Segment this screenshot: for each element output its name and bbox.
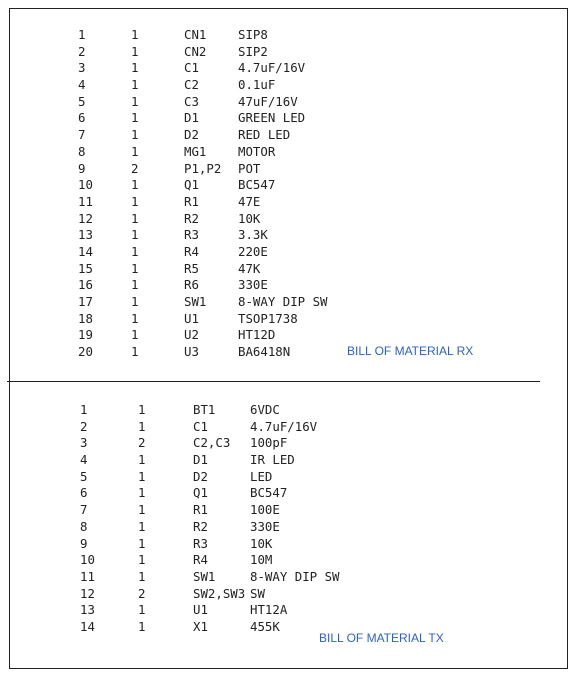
part-value: 4.7uF/16V: [238, 60, 306, 76]
part-value: 10M: [250, 552, 273, 568]
item-number: 1: [80, 402, 88, 417]
part-value: RED LED: [238, 127, 291, 143]
item-number: 7: [78, 127, 86, 143]
item-number: 10: [78, 177, 93, 193]
reference: U1: [193, 602, 208, 618]
reference: D2: [184, 127, 199, 143]
quantity: 1: [138, 418, 146, 434]
reference: P1,P2: [184, 160, 222, 176]
rx-bom-title: BILL OF MATERIAL RX: [347, 344, 474, 358]
reference: SW1: [184, 294, 207, 309]
quantity: 1: [131, 43, 139, 59]
quantity: 1: [131, 77, 139, 93]
reference: D1: [184, 110, 199, 126]
part-value: IR LED: [250, 452, 295, 468]
part-value: 100E: [250, 502, 280, 518]
part-value: MOTOR: [238, 143, 276, 159]
part-value: SIP8: [238, 27, 268, 42]
item-number: 7: [80, 502, 88, 518]
item-number: 11: [78, 193, 93, 209]
quantity: 2: [131, 160, 139, 176]
part-value: 100pF: [250, 435, 288, 451]
part-value: 8-WAY DIP SW: [238, 294, 328, 309]
reference: CN1: [184, 27, 207, 42]
quantity: 1: [131, 243, 139, 259]
quantity: 1: [138, 618, 146, 634]
quantity: 1: [138, 485, 146, 501]
item-number: 9: [78, 160, 86, 176]
item-number: 13: [80, 602, 95, 618]
item-number: 10: [80, 552, 95, 568]
reference: D1: [193, 452, 208, 468]
quantity: 1: [131, 127, 139, 143]
reference: C2,C3: [193, 435, 231, 451]
item-number: 12: [78, 210, 93, 226]
reference: SW2,SW3: [193, 585, 246, 601]
reference: Q1: [193, 485, 208, 501]
tx-bom-title: BILL OF MATERIAL TX: [319, 631, 444, 645]
quantity: 1: [131, 310, 139, 326]
item-number: 5: [78, 93, 86, 109]
reference: R6: [184, 277, 199, 293]
item-number: 3: [78, 60, 86, 76]
part-value: 6VDC: [250, 402, 280, 417]
reference: U1: [184, 310, 199, 326]
item-number: 20: [78, 344, 93, 360]
reference: U2: [184, 327, 199, 343]
part-value: 10K: [238, 210, 261, 226]
quantity: 1: [131, 260, 139, 276]
item-number: 4: [78, 77, 86, 93]
quantity: 1: [131, 177, 139, 193]
item-number: 14: [78, 243, 93, 259]
part-value: 10K: [250, 535, 273, 551]
quantity: 1: [131, 294, 139, 309]
quantity: 1: [131, 143, 139, 159]
quantity: 1: [131, 60, 139, 76]
reference: R4: [184, 243, 199, 259]
part-value: HT12D: [238, 327, 276, 343]
item-number: 2: [78, 43, 86, 59]
quantity: 1: [131, 327, 139, 343]
reference: R1: [184, 193, 199, 209]
reference: BT1: [193, 402, 216, 417]
quantity: 1: [131, 277, 139, 293]
reference: CN2: [184, 43, 207, 59]
section-divider: [7, 381, 540, 382]
quantity: 1: [131, 227, 139, 243]
part-value: 455K: [250, 618, 280, 634]
reference: R4: [193, 552, 208, 568]
quantity: 1: [138, 535, 146, 551]
reference: X1: [193, 618, 208, 634]
reference: D2: [193, 468, 208, 484]
quantity: 2: [138, 435, 146, 451]
item-number: 6: [78, 110, 86, 126]
reference: R2: [193, 518, 208, 534]
reference: R3: [193, 535, 208, 551]
quantity: 1: [138, 452, 146, 468]
quantity: 1: [131, 193, 139, 209]
quantity: 1: [131, 27, 139, 42]
item-number: 13: [78, 227, 93, 243]
part-value: BA6418N: [238, 344, 291, 360]
item-number: 19: [78, 327, 93, 343]
reference: C3: [184, 93, 199, 109]
part-value: POT: [238, 160, 261, 176]
reference: C1: [193, 418, 208, 434]
item-number: 1: [78, 27, 86, 42]
reference: R2: [184, 210, 199, 226]
item-number: 4: [80, 452, 88, 468]
part-value: 3.3K: [238, 227, 268, 243]
part-value: LED: [250, 468, 273, 484]
part-value: SW: [250, 585, 265, 601]
item-number: 8: [78, 143, 86, 159]
part-value: BC547: [238, 177, 276, 193]
reference: R5: [184, 260, 199, 276]
quantity: 1: [138, 502, 146, 518]
quantity: 1: [138, 552, 146, 568]
quantity: 1: [131, 344, 139, 360]
part-value: 8-WAY DIP SW: [250, 568, 340, 584]
reference: MG1: [184, 143, 207, 159]
item-number: 12: [80, 585, 95, 601]
part-value: 0.1uF: [238, 77, 276, 93]
part-value: TSOP1738: [238, 310, 298, 326]
item-number: 11: [80, 568, 95, 584]
reference: U3: [184, 344, 199, 360]
reference: R1: [193, 502, 208, 518]
item-number: 6: [80, 485, 88, 501]
part-value: BC547: [250, 485, 288, 501]
part-value: 330E: [238, 277, 268, 293]
part-value: 47E: [238, 193, 261, 209]
quantity: 1: [138, 568, 146, 584]
quantity: 1: [138, 402, 146, 417]
part-value: GREEN LED: [238, 110, 306, 126]
quantity: 1: [138, 468, 146, 484]
part-value: 4.7uF/16V: [250, 418, 318, 434]
part-value: SIP2: [238, 43, 268, 59]
quantity: 1: [131, 93, 139, 109]
quantity: 2: [138, 585, 146, 601]
item-number: 3: [80, 435, 88, 451]
quantity: 1: [131, 110, 139, 126]
reference: R3: [184, 227, 199, 243]
quantity: 1: [138, 518, 146, 534]
item-number: 17: [78, 294, 93, 309]
item-number: 2: [80, 418, 88, 434]
item-number: 15: [78, 260, 93, 276]
quantity: 1: [138, 602, 146, 618]
part-value: HT12A: [250, 602, 288, 618]
part-value: 47K: [238, 260, 261, 276]
item-number: 8: [80, 518, 88, 534]
item-number: 5: [80, 468, 88, 484]
item-number: 18: [78, 310, 93, 326]
reference: C1: [184, 60, 199, 76]
reference: C2: [184, 77, 199, 93]
reference: Q1: [184, 177, 199, 193]
item-number: 16: [78, 277, 93, 293]
item-number: 9: [80, 535, 88, 551]
reference: SW1: [193, 568, 216, 584]
part-value: 47uF/16V: [238, 93, 298, 109]
part-value: 220E: [238, 243, 268, 259]
item-number: 14: [80, 618, 95, 634]
quantity: 1: [131, 210, 139, 226]
part-value: 330E: [250, 518, 280, 534]
